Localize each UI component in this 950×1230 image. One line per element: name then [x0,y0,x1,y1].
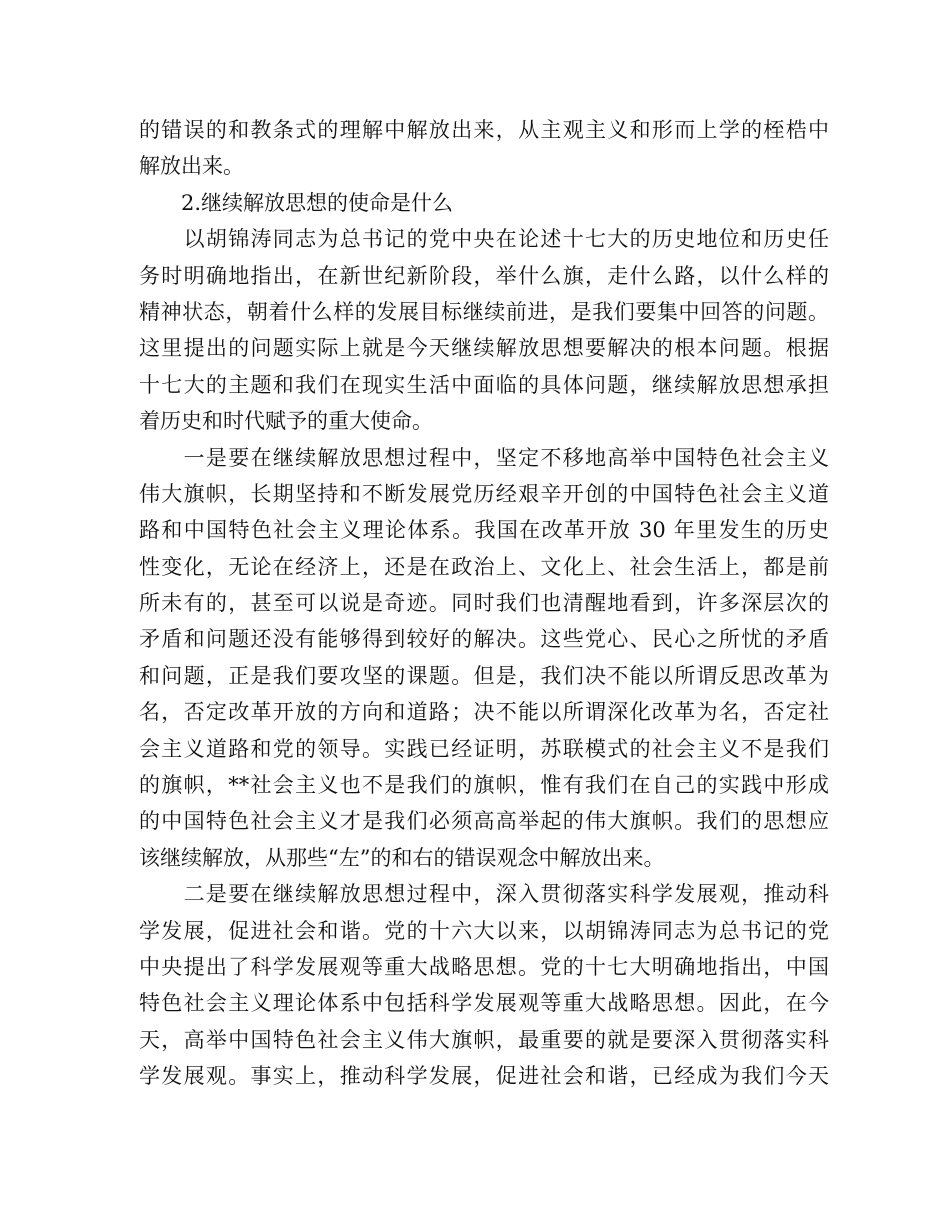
body-text [139,112,829,1095]
text-line: 和问题，正是我们要攻坚的课题。但是，我们决不能以所谓反思改革为 [139,663,829,688]
text-line: 名，否定改革开放的方向和道路；决不能以所谓深化改革为名，否定社 [139,700,829,725]
text-line: 学发展，促进社会和谐。党的十六大以来，以胡锦涛同志为总书记的党 [139,918,829,943]
text-line: 务时明确地指出，在新世纪新阶段，举什么旗，走什么路，以什么样的 [139,263,829,288]
text-line: 中央提出了科学发展观等重大战略思想。党的十七大明确地指出，中国 [139,954,829,979]
text-line: 十七大的主题和我们在现实生活中面临的具体问题，继续解放思想承担 [139,372,829,397]
text-line: 路和中国特色社会主义理论体系。我国在改革开放 30 年里发生的历史 [139,518,829,543]
text-line: 精神状态，朝着什么样的发展目标继续前进，是我们要集中回答的问题。 [139,299,829,324]
text-line: 特色社会主义理论体系中包括科学发展观等重大战略思想。因此，在今 [139,991,829,1016]
text-line: 该继续解放，从那些“左”的和右的错误观念中解放出来。 [139,845,665,870]
text-line: 一是要在继续解放思想过程中，坚定不移地高举中国特色社会主义 [139,445,829,470]
text-line: 2.继续解放思想的使命是什么 [139,190,454,215]
text-line: 学发展观。事实上，推动科学发展，促进社会和谐，已经成为我们今天 [139,1064,829,1089]
text-line: 的旗帜，**社会主义也不是我们的旗帜，惟有我们在自己的实践中形成 [139,773,829,798]
text-line: 天，高举中国特色社会主义伟大旗帜，最重要的就是要深入贯彻落实科 [139,1027,829,1052]
text-line: 所未有的，甚至可以说是奇迹。同时我们也清醒地看到，许多深层次的 [139,591,829,616]
text-line: 以胡锦涛同志为总书记的党中央在论述十七大的历史地位和历史任 [139,227,829,252]
text-line: 伟大旗帜，长期坚持和不断发展党历经艰辛开创的中国特色社会主义道 [139,481,829,506]
text-line: 二是要在继续解放思想过程中，深入贯彻落实科学发展观，推动科 [139,882,829,907]
text-line: 会主义道路和党的领导。实践已经证明，苏联模式的社会主义不是我们 [139,736,829,761]
text-line: 解放出来。 [139,154,244,179]
text-line: 的错误的和教条式的理解中解放出来，从主观主义和形而上学的桎梏中 [139,118,829,142]
text-line: 着历史和时代赋予的重大使命。 [139,409,433,434]
text-line: 矛盾和问题还没有能够得到较好的解决。这些党心、民心之所忧的矛盾 [139,627,829,652]
text-line: 的中国特色社会主义才是我们必须高高举起的伟大旗帜。我们的思想应 [139,809,829,834]
text-line: 性变化，无论在经济上，还是在政治上、文化上、社会生活上，都是前 [139,554,829,579]
text-line: 这里提出的问题实际上就是今天继续解放思想要解决的根本问题。根据 [139,336,829,361]
